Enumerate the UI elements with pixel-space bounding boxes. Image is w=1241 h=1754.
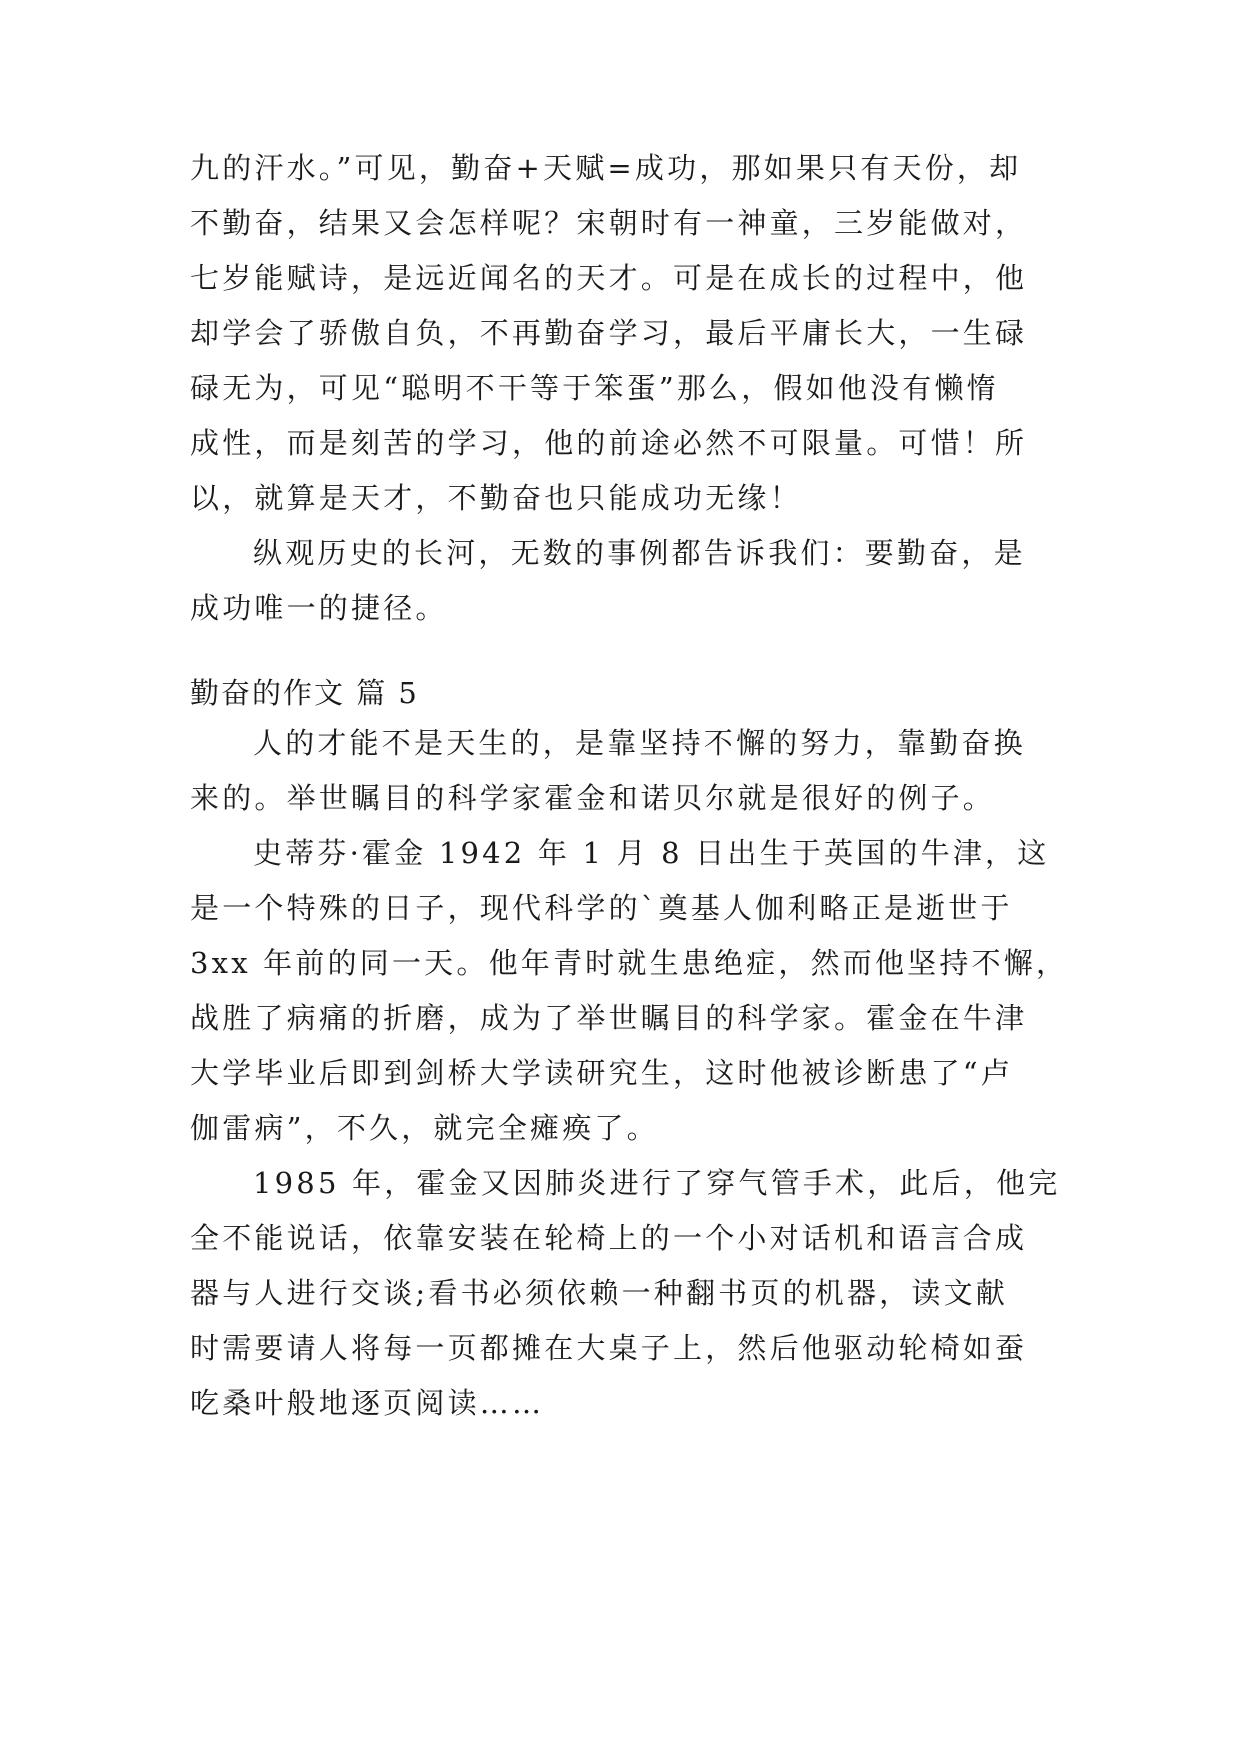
text-line: 成功唯一的捷径。 xyxy=(190,591,448,625)
text-line: 是一个特殊的日子，现代科学的`奠基人伽利略正是逝世于 xyxy=(190,891,1013,925)
section-heading: 勤奋的作文 篇 5 xyxy=(190,676,419,710)
text-line: 吃桑叶般地逐页阅读…… xyxy=(190,1386,545,1420)
text-line: 3xx 年前的同一天。他年青时就生患绝症，然而他坚持不懈， xyxy=(190,946,1069,980)
text-line: 人的才能不是天生的，是靠坚持不懈的努力，靠勤奋换 xyxy=(253,726,1026,760)
text-line: 1985 年，霍金又因肺炎进行了穿气管手术，此后，他完 xyxy=(253,1166,1061,1200)
text-line: 器与人进行交谈;看书必须依赖一种翻书页的机器，读文献 xyxy=(190,1276,1008,1310)
text-line: 成性，而是刻苦的学习，他的前途必然不可限量。可惜！所 xyxy=(190,426,1028,460)
text-line: 全不能说话，依靠安装在轮椅上的一个小对话机和语言合成 xyxy=(190,1221,1028,1255)
text-line: 来的。举世瞩目的科学家霍金和诺贝尔就是很好的例子。 xyxy=(190,781,996,815)
text-line: 七岁能赋诗，是远近闻名的天才。可是在成长的过程中，他 xyxy=(190,261,1028,295)
text-line: 不勤奋，结果又会怎样呢？宋朝时有一神童，三岁能做对， xyxy=(190,206,1028,240)
text-line: 大学毕业后即到剑桥大学读研究生，这时他被诊断患了“卢 xyxy=(190,1056,1014,1090)
text-line: 战胜了病痛的折磨，成为了举世瞩目的科学家。霍金在牛津 xyxy=(190,1001,1028,1035)
text-line: 碌无为，可见“聪明不干等于笨蛋”那么，假如他没有懒惰 xyxy=(190,371,999,405)
text-line: 却学会了骄傲自负，不再勤奋学习，最后平庸长大，一生碌 xyxy=(190,316,1028,350)
text-line: 伽雷病”，不久，就完全瘫痪了。 xyxy=(190,1111,659,1145)
text-line: 史蒂芬·霍金 1942 年 1 月 8 日出生于英国的牛津，这 xyxy=(253,836,1050,870)
text-line: 九的汗水。”可见，勤奋+天赋=成功，那如果只有天份，却 xyxy=(190,151,1022,185)
text-line: 时需要请人将每一页都摊在大桌子上，然后他驱动轮椅如蚕 xyxy=(190,1331,1028,1365)
text-line: 以，就算是天才，不勤奋也只能成功无缘！ xyxy=(190,481,802,515)
text-line: 纵观历史的长河，无数的事例都告诉我们：要勤奋，是 xyxy=(253,536,1026,570)
